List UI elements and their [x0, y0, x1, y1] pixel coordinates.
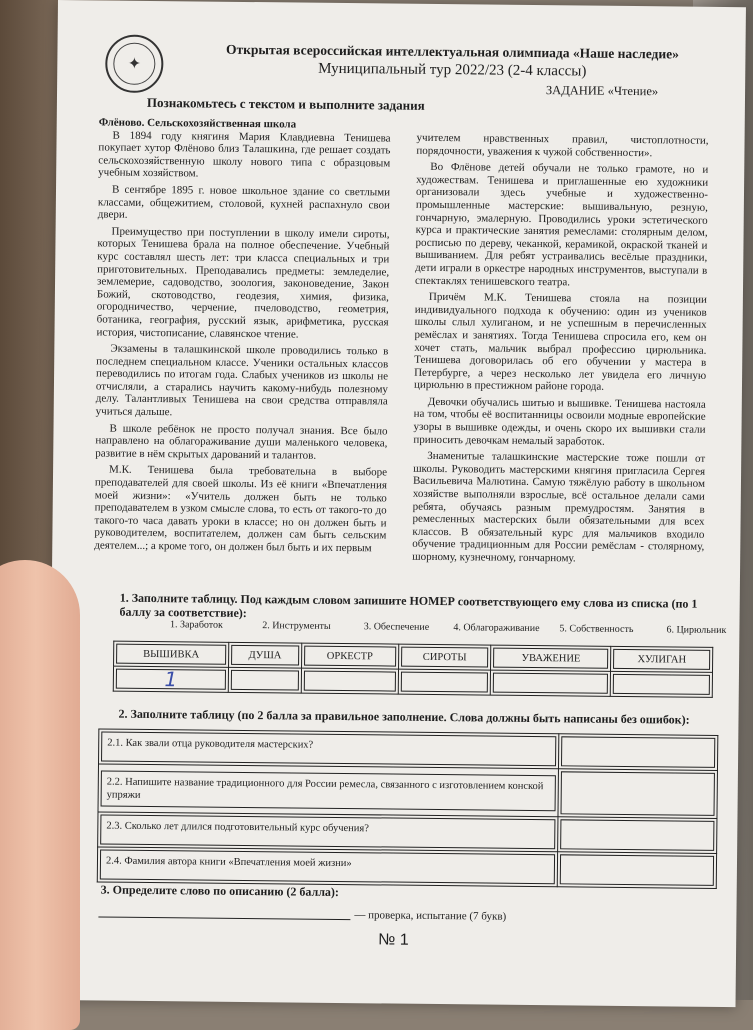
paragraph: М.К. Тенишева была требовательна в выборе преподавателей для своей школы. Из её книги «Впечатления моей жизни»: «Учитель должен быть не только преподавателем в узком смысле слова, то есть от такого-то до такого-то часа давать уроки в классе; но он должен быть и руководителем, воспитателем, должен сам быть сельским деятелем...; а кроме того, он должен был быть и их первым: [94, 463, 388, 555]
answer-line[interactable]: [98, 916, 350, 920]
word-cell: УВАЖЕНИЕ: [493, 648, 608, 669]
answer-cell[interactable]: [400, 672, 488, 693]
question-cell: 2.3. Сколько лет длился подготовительный курс обучения?: [100, 814, 555, 849]
answer-cell[interactable]: [493, 673, 608, 694]
paragraph: В сентябре 1895 г. новое школьное здание со светлыми классами, общежитием, столовой, кухней распахнуло свои двери.: [97, 183, 391, 221]
instruction: Познакомьтесь с текстом и выполните задания: [146, 94, 425, 113]
word-cell: ОРКЕСТР: [304, 646, 396, 667]
answer-cell[interactable]: [560, 854, 714, 886]
answer-cell[interactable]: [304, 671, 396, 692]
table-row: [113, 666, 712, 697]
answer-cell[interactable]: [613, 674, 710, 695]
text-column-right: [412, 132, 709, 571]
question-cell: 2.4. Фамилия автора книги «Впечатления моей жизни»: [100, 849, 555, 884]
paragraph: Экзамены в талашкинской школе проводились только в последнем специальном классе. Ученики остальных классов переводились по итогам года. Слабых учеников из школы не отчисляли, а старались научить какому-нибудь полезному делу. Талантливых Тенишева на свои средства отправляла учиться дальше.: [95, 342, 389, 419]
option-item: 4. Облагораживание: [453, 622, 540, 635]
answer-cell[interactable]: [561, 771, 715, 816]
paragraph: учителем нравственных правил, чистоплотности, порядочности, уважения к чужой собственности».: [416, 131, 709, 159]
table-row: [98, 764, 717, 818]
task2-table: [97, 728, 719, 888]
word-cell: СИРОТЫ: [401, 647, 489, 668]
answer-cell[interactable]: [561, 736, 715, 768]
paragraph: Во Флёнове детей обучали не только грамоте, но и художествам. Тенишева и приглашенные ею художники организовали здесь учебные и художественно-промышленные мастерские: вышивальную, резную, гончарную, эмалерную. Проводились уроки эстетического курса и практические занятия ремеслами: столярным делом, росписью по дереву, чеканкой, керамикой, окраской тканей и вышиванием. Для ребят устраивались весёлые праздники, дети играли в оркестре народных инструментов, выступали в спектаклях тенишевского театра.: [415, 161, 709, 288]
page-number: № 1: [378, 931, 409, 949]
question-cell: 2.1. Как звали отца руководителя мастерских?: [101, 731, 556, 766]
paragraph: Причём М.К. Тенишева стояла на позиции индивидуального подхода к обучению: один из учеников школы слыл хулиганом, и не успешным в перечисленных ремёслах и занятиях. Тогда Тенишева спросила его, кем он хочет стать, мальчик выбрал профессию цирюльника. Тенишева договорилась об его обучении у мастера в Петербурге, а через несколько лет увидела его личную цирюльню в престижном районе города.: [413, 291, 707, 394]
word-cell: ДУША: [231, 645, 299, 666]
text-subtitle: Флёново. Сельскохозяйственная школа: [98, 116, 297, 131]
word-cell: ВЫШИВКА: [116, 644, 226, 665]
paper-sheet: [48, 0, 746, 1007]
task1-table: [113, 641, 714, 698]
olympiad-logo-icon: ✦: [105, 35, 164, 94]
olympiad-title: Открытая всероссийская интеллектуальная олимпиада «Наше наследие»: [225, 41, 680, 62]
paragraph: Преимущество при поступлении в школу имели сироты, которых Тенишева брала на полное обеспечение. Учебный курс составлял шесть лет: три класса специальных и три приготовительных. Преподавались предметы: земледелие, землемерие, садоводство, зоология, законоведение, Закон Божий, скотоводство, геодезия, химия, физика, огородничество, черчение, пчеловодство, геометрия, ботаника, география, русский язык, арифметика, русская история, чистописание, славянское чтение.: [96, 225, 390, 341]
task1-title: 1. Заполните таблицу. Под каждым словом запишите НОМЕР соответствующего ему слова из списка (по 1 баллу за соответствие):: [119, 590, 698, 621]
paragraph: В 1894 году княгиня Мария Клавдиевна Тенишева покупает хутор Флёново близ Талашкина, где решает создать сельскохозяйственную школу нового типа с образцовым учебным хозяйством.: [98, 129, 391, 180]
task2-title: 2. Заполните таблицу (по 2 балла за правильное заполнение. Слова должны быть написаны без ошибок):: [118, 706, 690, 727]
task3-definition: — проверка, испытание (7 букв): [354, 909, 507, 923]
task-title: ЗАДАНИЕ «Чтение»: [545, 83, 659, 99]
answer-cell[interactable]: [231, 670, 299, 691]
hand: [0, 560, 80, 1030]
answer-cell[interactable]: [560, 819, 714, 851]
tour-title: Муниципальный тур 2022/23 (2-4 классы): [318, 60, 587, 80]
option-item: 5. Собственность: [559, 623, 634, 636]
text-column-left: [94, 116, 391, 559]
paragraph: Девочки обучались шитью и вышивке. Тенишева настояла на том, чтобы её воспитанницы освоили модные европейские узоры в вышивке одежды, и очень скоро их вышивки стали приносить девочкам немалый заработок.: [413, 395, 706, 448]
option-item: 3. Обеспечение: [363, 621, 430, 633]
paragraph: Знаменитые талашкинские мастерские тоже пошли от школы. Руководить мастерскими княгиня пригласила Сергея Васильевича Малютина. Самую тяжёлую работу в школьном хозяйстве выполняли взрослые, всё остальное делали сами ребята, обучаясь разным премудростям. Занятия в ремесленных мастерских были обязательными для всех классов. В обязательный курс для мальчиков входило обучение традиционным для России ремёслам - столярному, шорному, кузнечному, гончарному.: [412, 450, 706, 565]
paragraph: В школе ребёнок не просто получал знания. Все было направлено на облагораживание души маленького человека, развитие в нём скрытых дарований и талантов.: [95, 422, 388, 462]
question-cell: 2.2. Напишите название традиционного для России ремесла, связанного с изготовлением конской упряжи: [101, 770, 556, 811]
word-cell: ХУЛИГАН: [613, 649, 710, 670]
answer-cell[interactable]: 1: [116, 669, 226, 690]
table-row: [97, 847, 716, 888]
option-item: 6. Цирюльник: [666, 624, 727, 637]
option-item: 2. Инструменты: [262, 620, 331, 632]
task3-title: 3. Определите слово по описанию (2 балла):: [100, 882, 340, 899]
option-item: 1. Заработок: [169, 619, 223, 631]
